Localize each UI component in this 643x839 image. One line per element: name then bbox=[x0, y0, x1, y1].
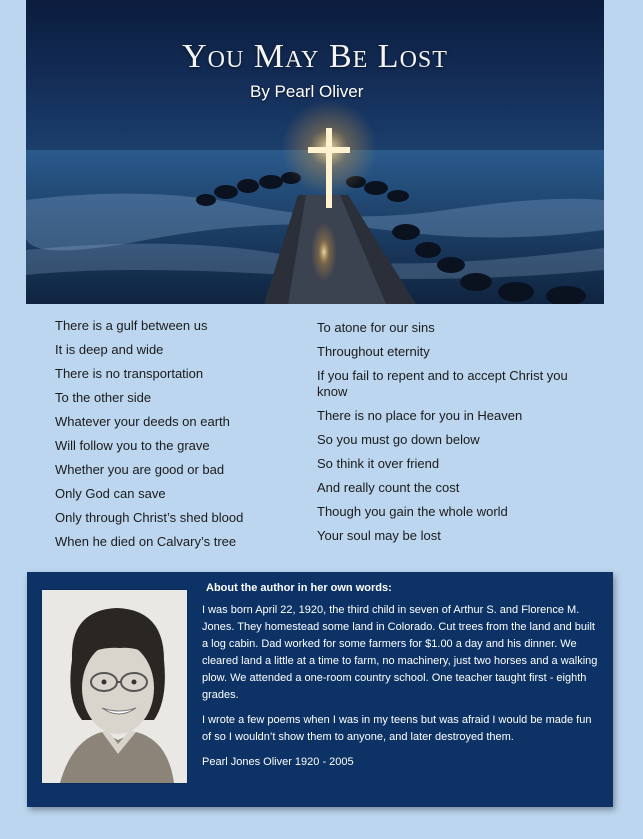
poem-line: Will follow you to the grave bbox=[55, 438, 210, 453]
poem-line: Only through Christ’s shed blood bbox=[55, 510, 244, 525]
poem-line: There is no transportation bbox=[55, 366, 204, 381]
author-signature: Pearl Jones Oliver 1920 - 2005 bbox=[202, 756, 354, 768]
poem-line: There is no place for you in Heaven bbox=[317, 408, 523, 423]
author-paragraph: I was born April 22, 1920, the third child in seven of Arthur S. and Florence M. Jones. They homestead some land in Colorado. Cut trees from the land and built a log cabin. Dad worked for some farmers for $1.00 a day and his dinner. We cleared land a little at a time to farm, no machinery, just two horses and a walking plow. We attended a one-room country school. One teacher taught first - eighth grades. bbox=[202, 604, 598, 701]
poem-line: Throughout eternity bbox=[317, 344, 430, 359]
author-bio bbox=[202, 602, 602, 779]
author-photo bbox=[42, 590, 187, 783]
poem-line: It is deep and wide bbox=[55, 342, 164, 357]
poem-line: To atone for our sins bbox=[317, 320, 435, 335]
poem-line: To the other side bbox=[55, 390, 152, 405]
poem-line: So think it over friend bbox=[317, 456, 440, 471]
poem-right-column bbox=[317, 320, 587, 552]
poem-line: Your soul may be lost bbox=[317, 528, 441, 543]
poem-line: Whatever your deeds on earth bbox=[55, 414, 230, 429]
poem-line: So you must go down below bbox=[317, 432, 480, 447]
author-section bbox=[27, 572, 613, 807]
poem-title: You May Be Lost bbox=[182, 38, 448, 75]
poem-line: Though you gain the whole world bbox=[317, 504, 508, 519]
hero-image bbox=[26, 0, 604, 304]
poem-line: And really count the cost bbox=[317, 480, 460, 495]
author-paragraph: I wrote a few poems when I was in my teens but was afraid I would be made fun of so I wouldn’t show them to anyone, and later destroyed them. bbox=[202, 714, 592, 743]
poem-left-column bbox=[55, 318, 295, 558]
poem-line: Whether you are good or bad bbox=[55, 462, 225, 477]
poem-line: There is a gulf between us bbox=[55, 318, 208, 333]
poem-line: Only God can save bbox=[55, 486, 166, 501]
poem-line: If you fail to repent and to accept Christ you know bbox=[317, 368, 568, 399]
portrait-illustration bbox=[42, 590, 187, 783]
author-heading: About the author in her own words: bbox=[206, 582, 392, 594]
poem-line: When he died on Calvary’s tree bbox=[55, 534, 237, 549]
poem-byline: By Pearl Oliver bbox=[250, 82, 364, 101]
